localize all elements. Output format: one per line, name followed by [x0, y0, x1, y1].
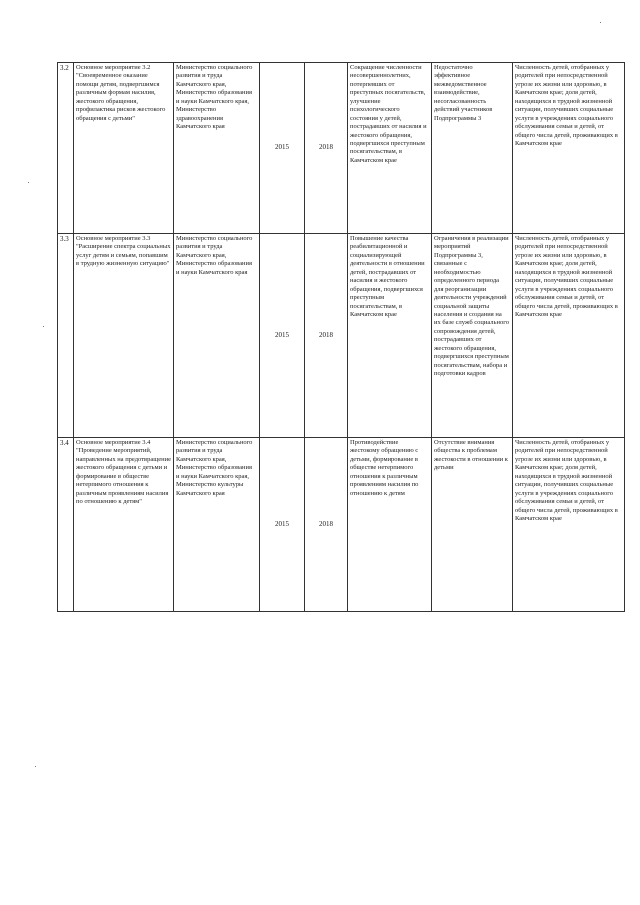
program-measures-table — [57, 62, 625, 612]
end-year: 2018 — [305, 63, 348, 234]
expected-result: Противодействие жестокому обращению с детьми, формирование в обществе нетерпимого отношения к различным проявлениям насилия по отношению к детям — [348, 438, 432, 612]
row-number: 3.3 — [58, 234, 74, 438]
related-indicator: Численность детей, отобранных у родителей при непосредственной угрозе их жизни или здоровью, в Камчатском крае; доля детей, находящихся в трудной жизненной ситуации, получивших социальные услуги в учреждениях социального обслуживания семьи и детей, от общего числа детей, проживающих в Камчатском крае — [513, 438, 625, 612]
table-row — [58, 438, 625, 612]
expected-result: Повышение качества реабилитационной и социализирующей деятельности в отношении детей, пострадавших от насилия и жестокого обращения, подвергшихся преступным посягательствам, в Камчатском крае — [348, 234, 432, 438]
expected-result: Сокращение численности несовершеннолетних, потерпевших от преступных посягательств, улучшение психологического состояния у детей, пострадавших от насилия и жестокого обращения, подвергшихся преступным посягательствам, в Камчатском крае — [348, 63, 432, 234]
related-indicator: Численность детей, отобранных у родителей при непосредственной угрозе их жизни или здоровью, в Камчатском крае; доля детей, находящихся в трудной жизненной ситуации, получивших социальные услуги в учреждениях социального обслуживания семьи и детей, от общего числа детей, проживающих в Камчатском крае — [513, 63, 625, 234]
table-row — [58, 63, 625, 234]
measure-name: Основное мероприятие 3.2 "Своевременное оказание помощи детям, подвергшимся различным формам насилия, жестокого обращения, профилактика рисков жестокого обращения с детьми" — [74, 63, 174, 234]
non-implementation-consequence: Недостаточно эффективное межведомственное взаимодействие, несогласованность действий участников Подпрограммы 3 — [432, 63, 513, 234]
scan-speck — [43, 326, 44, 327]
row-number: 3.2 — [58, 63, 74, 234]
table-row — [58, 234, 625, 438]
scan-speck — [35, 766, 36, 767]
measure-name: Основное мероприятие 3.4 "Проведение мероприятий, направленных на предотвращение жестокого обращения с детьми и формирование в обществе нетерпимого отношения к различным проявлениям насилия по отношению к детям" — [74, 438, 174, 612]
end-year: 2018 — [305, 234, 348, 438]
related-indicator: Численность детей, отобранных у родителей при непосредственной угрозе их жизни или здоровью, в Камчатском крае; доля детей, находящихся в трудной жизненной ситуации, получивших социальные услуги в учреждениях социального обслуживания семьи и детей, от общего числа детей, проживающих в Камчатском крае — [513, 234, 625, 438]
non-implementation-consequence: Отсутствие внимания общества к проблемам жестокости в отношении к детьми — [432, 438, 513, 612]
executor: Министерство социального развития и труда Камчатского края, Министерство образования и науки Камчатского края, Министерство культуры Камчатского края — [174, 438, 260, 612]
measure-name: Основное мероприятие 3.3 "Расширение спектра социальных услуг детям и семьям, попавшим в трудную жизненную ситуацию" — [74, 234, 174, 438]
executor: Министерство социального развития и труда Камчатского края, Министерство образования и науки Камчатского края, Министерство здравоохранения Камчатского края — [174, 63, 260, 234]
start-year: 2015 — [260, 63, 305, 234]
end-year: 2018 — [305, 438, 348, 612]
row-number: 3.4 — [58, 438, 74, 612]
start-year: 2015 — [260, 234, 305, 438]
start-year: 2015 — [260, 438, 305, 612]
executor: Министерство социального развития и труда Камчатского края, Министерство образования и науки Камчатского края — [174, 234, 260, 438]
non-implementation-consequence: Ограничения в реализации мероприятий Подпрограммы 3, связанные с необходимостью определенного периода для реорганизации деятельности учреждений социальной защиты населения и создания на их базе служб социального сопровождения детей, пострадавших от жестокого обращения, подвергшихся преступным посягательствам, набора и подготовки кадров — [432, 234, 513, 438]
scan-speck — [28, 182, 29, 183]
scan-speck — [600, 22, 601, 23]
